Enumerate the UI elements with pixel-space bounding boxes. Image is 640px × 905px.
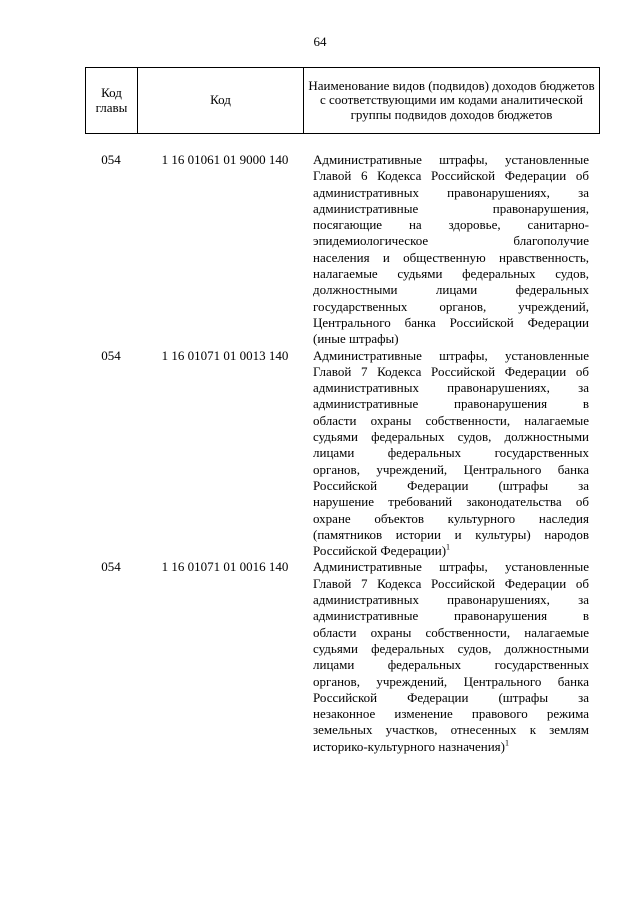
income-name-line-text: Административные штрафы, установленные <box>313 152 589 167</box>
header-chapter-line-1: Код <box>101 85 122 100</box>
income-name-line-text: административные правонарушения в <box>313 396 589 412</box>
income-name-line-text: административных правонарушениях, за <box>313 380 589 396</box>
header-chapter-code <box>86 68 138 134</box>
table-body <box>0 152 640 755</box>
income-name-line <box>313 527 589 543</box>
income-name-line-text: незаконное изменение правового режима <box>313 706 589 722</box>
income-name-line-text: Административные штрафы, установленные <box>313 347 589 363</box>
income-name-line <box>313 657 589 673</box>
income-name-line-text: Административные штрафы, установленные <box>313 559 589 575</box>
income-name-cell <box>313 152 589 348</box>
income-name-line-text: эпидемиологическое благополучие <box>313 233 589 249</box>
income-name-line-text: судьями федеральных судов, должностными <box>313 429 589 445</box>
income-name-line <box>313 380 589 396</box>
income-name-line-text: административных правонарушениях, за <box>313 592 589 608</box>
income-name-line <box>313 478 589 494</box>
table-row <box>0 348 640 560</box>
income-name-line <box>313 494 589 510</box>
income-name-line <box>313 168 589 184</box>
income-name-line-text: историко-культурного назначения) <box>313 738 505 754</box>
income-name-line <box>313 608 589 624</box>
income-name-line-text: органов, учреждений, Центрального банка <box>313 461 589 477</box>
income-name-line <box>313 592 589 608</box>
income-name-line-text: органов, учреждений, Центрального банка <box>313 673 589 689</box>
income-name-cell <box>313 559 589 755</box>
header-chapter-line-2: главы <box>95 99 128 115</box>
income-name-line <box>313 543 589 559</box>
income-name-line <box>313 299 589 315</box>
income-name-line-text: государственных органов, учреждений, <box>313 298 589 314</box>
income-name-line <box>313 185 589 201</box>
income-name-line <box>313 282 589 298</box>
income-name-line-text: Главой 7 Кодекса Российской Федерации об <box>313 363 589 379</box>
income-name-line-text: административных правонарушениях, за <box>313 184 589 200</box>
income-name-line-text: Главой 6 Кодекса Российской Федерации об <box>313 168 589 184</box>
income-name-line <box>313 429 589 445</box>
income-name-line <box>313 722 589 738</box>
income-name-line <box>313 396 589 412</box>
income-name-line-text: Российской Федерации (штрафы за <box>313 689 589 705</box>
budget-code-cell: 1 16 01071 01 0013 140 <box>161 347 289 363</box>
table-row <box>0 152 640 348</box>
income-name-line <box>313 576 589 592</box>
income-name-line-text: административные правонарушения, <box>313 200 589 216</box>
income-name-line <box>313 706 589 722</box>
income-name-line <box>313 511 589 527</box>
income-name-line <box>313 625 589 641</box>
income-name-line-text: лицами федеральных государственных <box>313 445 589 461</box>
income-name-line-text: области охраны собственности, налагаемые <box>313 624 589 640</box>
income-name-line <box>313 233 589 249</box>
income-name-line-text: Российской Федерации (штрафы за <box>313 477 589 493</box>
income-name-line <box>313 315 589 331</box>
income-name-line <box>313 559 589 575</box>
chapter-code-cell: 054 <box>101 152 121 167</box>
chapter-code-cell: 054 <box>101 347 121 363</box>
income-name-line <box>313 413 589 429</box>
table-header <box>85 67 600 134</box>
budget-code-cell: 1 16 01071 01 0016 140 <box>161 559 289 575</box>
income-name-line <box>313 250 589 266</box>
table-row <box>0 559 640 755</box>
page-number: 64 <box>313 34 327 49</box>
budget-code-cell: 1 16 01061 01 9000 140 <box>161 152 289 167</box>
income-name-line <box>313 641 589 657</box>
footnote-marker: 1 <box>505 738 509 748</box>
income-name-cell <box>313 348 589 560</box>
income-name-line-text: нарушение требований законодательства об <box>313 494 589 510</box>
income-name-line-text: налагаемые судьями федеральных судов, <box>313 266 589 282</box>
income-name-line-text: судьями федеральных судов, должностными <box>313 640 589 656</box>
income-name-line-text: лицами федеральных государственных <box>313 657 589 673</box>
income-name-line <box>313 462 589 478</box>
income-name-line-text: (иные штрафы) <box>313 331 399 347</box>
header-code: Код <box>138 68 304 134</box>
income-name-line-text: посягающие на здоровье, санитарно- <box>313 217 589 233</box>
income-name-line <box>313 152 589 168</box>
income-name-line-text: должностными лицами федеральных <box>313 282 589 298</box>
income-name-line <box>313 364 589 380</box>
income-name-line-text: области охраны собственности, налагаемые <box>313 412 589 428</box>
income-name-line-text: населения и общественную нравственность, <box>313 249 589 265</box>
income-name-line-text: земельных участков, отнесенных к землям <box>313 722 589 738</box>
income-name-line-text: (памятников истории и культуры) народов <box>313 526 589 542</box>
income-name-line <box>313 266 589 282</box>
footnote-marker: 1 <box>446 542 451 552</box>
income-name-line <box>313 674 589 690</box>
income-name-line <box>313 217 589 233</box>
income-name-line-text: административные правонарушения в <box>313 608 589 624</box>
income-name-line <box>313 445 589 461</box>
income-name-line-text: охране объектов культурного наследия <box>313 510 589 526</box>
income-name-line-text: Главой 7 Кодекса Российской Федерации об <box>313 575 589 591</box>
header-name: Наименование видов (подвидов) доходов бюджетов с соответствующими им кодами аналитической группы подвидов доходов бюджетов <box>304 68 600 134</box>
income-name-line-text: Центрального банка Российской Федерации <box>313 314 589 330</box>
income-name-line-text: Российской Федерации) <box>313 543 447 559</box>
chapter-code-cell: 054 <box>101 559 121 575</box>
income-name-line <box>313 331 589 347</box>
income-name-line <box>313 348 589 364</box>
income-name-line <box>313 201 589 217</box>
income-name-line <box>313 690 589 706</box>
income-name-line <box>313 739 589 755</box>
